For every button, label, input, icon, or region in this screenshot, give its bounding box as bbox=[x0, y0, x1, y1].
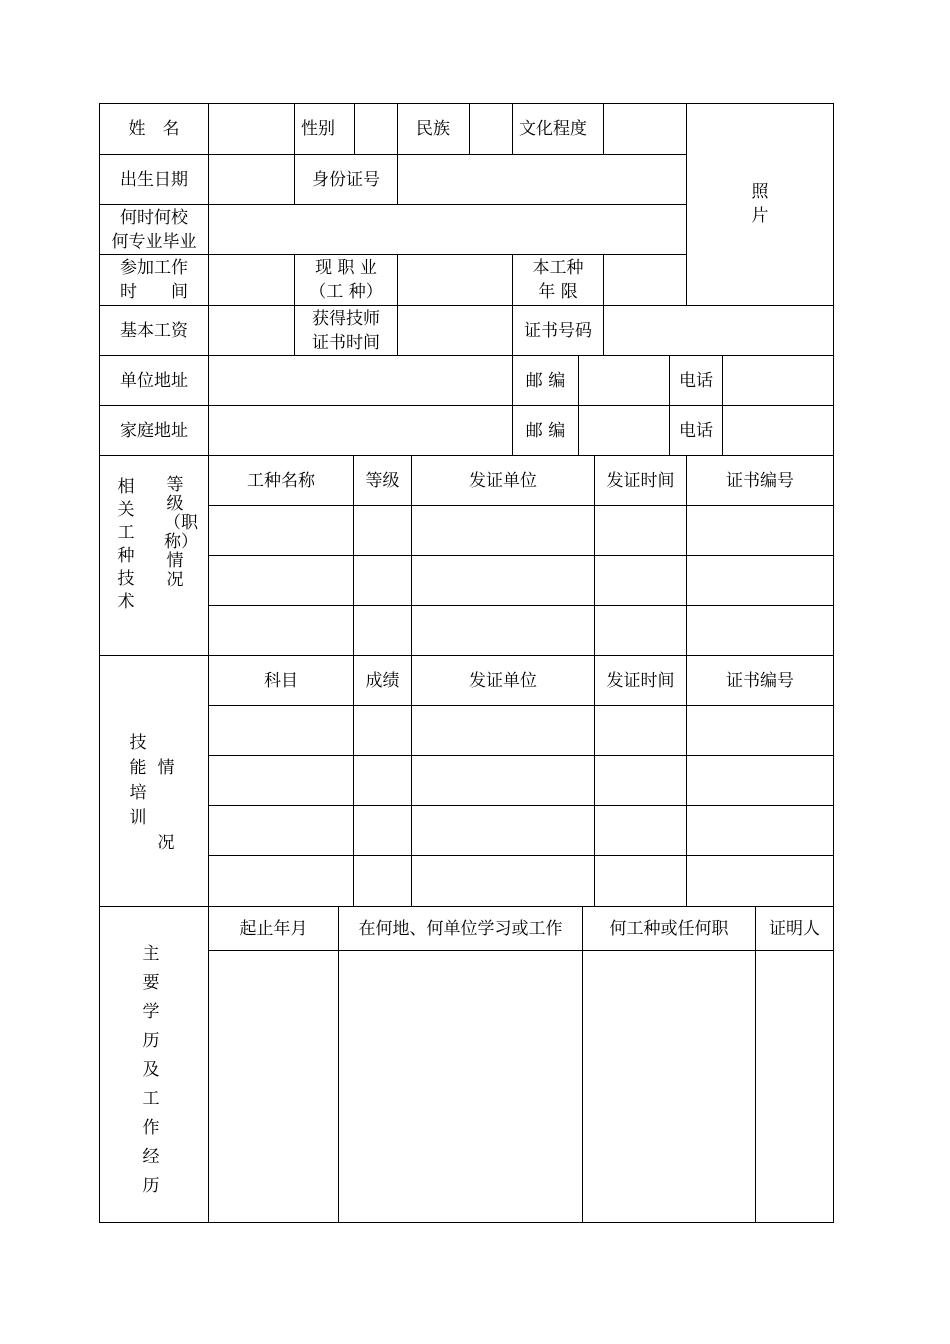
rule bbox=[208, 605, 834, 606]
training-header-subject: 科目 bbox=[264, 670, 298, 691]
experience-label: 主要学历及工作经历 bbox=[142, 944, 160, 1196]
home-phone-label: 电话 bbox=[679, 420, 713, 441]
salary-label: 基本工资 bbox=[120, 320, 188, 341]
experience-header-place: 在何地、何单位学习或工作 bbox=[358, 918, 563, 939]
rule bbox=[603, 103, 604, 154]
skill-header-level: 等级 bbox=[365, 470, 400, 491]
rule bbox=[208, 805, 834, 806]
skill-header-issuer: 发证单位 bbox=[469, 470, 537, 491]
skill-header-issue-date: 发证时间 bbox=[606, 470, 675, 491]
rule bbox=[99, 305, 834, 306]
work-address-label: 单位地址 bbox=[120, 370, 188, 391]
rule bbox=[582, 906, 583, 1223]
experience-header-period: 起止年月 bbox=[239, 918, 308, 939]
experience-header-witness: 证明人 bbox=[769, 918, 820, 939]
rule bbox=[603, 254, 604, 355]
experience-header-position: 何工种或任何职 bbox=[609, 918, 729, 939]
id-number-label: 身份证号 bbox=[312, 169, 380, 190]
rule bbox=[208, 505, 834, 506]
training-header-issuer: 发证单位 bbox=[469, 670, 537, 691]
rule bbox=[338, 906, 339, 1223]
graduation-label: 何时何校 何专业毕业 bbox=[111, 207, 197, 252]
rule bbox=[208, 950, 834, 951]
skill-header-trade: 工种名称 bbox=[247, 470, 315, 491]
name-label: 姓 名 bbox=[128, 119, 180, 139]
rule bbox=[99, 355, 834, 356]
training-header-issue-date: 发证时间 bbox=[606, 670, 675, 691]
related-skills-label-col1: 相关工种技术 bbox=[117, 477, 135, 612]
rule bbox=[397, 103, 398, 154]
rule bbox=[397, 154, 398, 204]
training-label-col2: 情况 bbox=[157, 758, 175, 853]
rule bbox=[99, 1222, 834, 1223]
rule bbox=[99, 405, 834, 406]
rule bbox=[397, 254, 398, 355]
training-header-cert-no: 证书编号 bbox=[726, 670, 794, 691]
rule bbox=[578, 355, 579, 455]
rule bbox=[208, 555, 834, 556]
work-start-label: 参加工作 时 间 bbox=[120, 258, 188, 302]
cert-number-label: 证书号码 bbox=[524, 320, 592, 341]
rule bbox=[833, 103, 834, 1223]
rule bbox=[354, 103, 355, 154]
ethnicity-label: 民族 bbox=[416, 119, 450, 139]
skill-header-cert-no: 证书编号 bbox=[726, 470, 794, 491]
rule bbox=[208, 855, 834, 856]
rule bbox=[208, 755, 834, 756]
work-phone-label: 电话 bbox=[679, 370, 713, 391]
rule bbox=[722, 355, 723, 455]
work-postcode-label: 邮 编 bbox=[525, 370, 566, 391]
birth-date-label: 出生日期 bbox=[120, 169, 188, 190]
gender-label: 性别 bbox=[301, 119, 335, 139]
rule bbox=[469, 103, 470, 154]
rule bbox=[755, 906, 756, 1223]
training-header-score: 成绩 bbox=[365, 670, 400, 691]
cert-time-label: 获得技师 证书时间 bbox=[312, 308, 380, 353]
current-job-label: 现 职 业 （工 种） bbox=[309, 258, 383, 302]
photo-label: 照 片 bbox=[751, 182, 769, 226]
rule bbox=[208, 705, 834, 706]
related-skills-label-col2: 等级（职称）情况 bbox=[164, 475, 198, 590]
home-postcode-label: 邮 编 bbox=[525, 420, 566, 441]
job-years-label: 本工种 年 限 bbox=[532, 258, 584, 302]
home-address-label: 家庭地址 bbox=[120, 420, 188, 441]
training-label-col1: 技能培训 bbox=[129, 733, 147, 828]
education-label: 文化程度 bbox=[519, 119, 587, 139]
